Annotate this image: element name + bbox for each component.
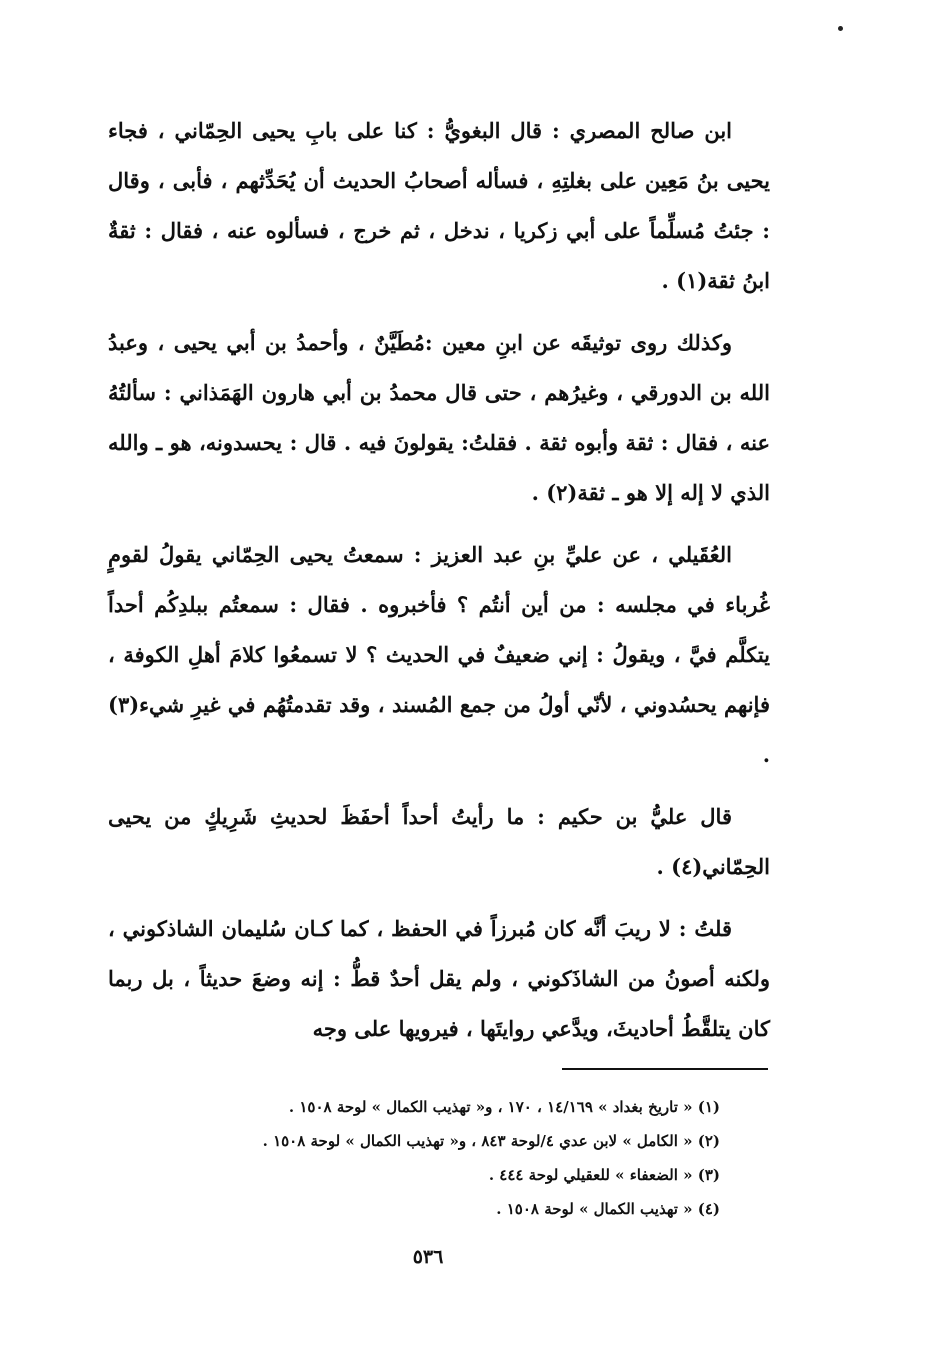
footnote-item: (٣) « الضعفاء » للعقيلي لوحة ٤٤٤ . [488, 1166, 720, 1184]
paragraph: قلتُ : لا ريبَ أنَّه كان مُبرزاً في الحفظ ، كما كـان سُليمان الشاذكوني ، ولكنه أصونُ من الشاذَكوني ، ولم يقل أحدٌ قطُّ : إنه وضعَ حديثاً ، بل ربما كان يتلقَّطُ أحاديثَ، ويدَّعي روايتَها ، فيرويها على وجه [108, 916, 770, 1041]
page-number: ٥٣٦ [412, 1246, 444, 1268]
paragraph: قال عليُّ بن حكيم : ما رأيتُ أحداً أحفَظَ لحديثِ شَرِيكٍ من يحيى الحِمّاني(٤) . [108, 804, 770, 879]
main-text [108, 106, 770, 1066]
paragraph: ابن صالح المصري : قال البغويُّ : كنا على بابِ يحيى الحِمّاني ، فجاء يحيى بنُ مَعِين على بغلتِهِ ، فسأله أصحابُ الحديث أن يُحَدِّثهم ، فأبى ، وقال : جئتُ مُسلِّماً على أبي زكريا ، ندخل ، ثم خرج ، فسألوه عنه ، فقال : ثقةٌ ابنُ ثقة(١) . [108, 118, 770, 293]
paragraph: وكذلك روى توثيقَه عن ابنِ معين :مُطَيَّنٌ ، وأحمدُ بن أبي يحيى ، وعبدُ الله بن الدورقي ، وغيرُهم ، حتى قال محمدُ بن أبي هارون الهَمَذاني : سألتُهُ عنه ، فقال : ثقة وأبوه ثقة . فقلتُ: يقولونَ فيه . قال : يحسدونه، هو ـ والله الذي لا إله إلا هو ـ ثقة(٢) . [108, 330, 770, 505]
footnote-item: (١) « تاريخ بغداد » ١٤/١٦٩ ، ١٧٠ ، و« تهذيب الكمال » لوحة ١٥٠٨ . [288, 1098, 720, 1116]
footnote-item: (٤) « تهذيب الكمال » لوحة ١٥٠٨ . [496, 1200, 720, 1218]
footnote-separator [562, 1068, 768, 1070]
footnotes [150, 1090, 720, 1226]
footnote-item: (٢) « الكامل » لابن عدي ٤/لوحة ٨٤٣ ، و« تهذيب الكمال » لوحة ١٥٠٨ . [262, 1132, 720, 1150]
paragraph: العُقَيلي ، عن عليِّ بنِ عبد العزيز : سمعتُ يحيى الحِمّاني يقولُ لقومٍ غُرباء في مجلسه : من أين أنتُم ؟ فأخبروه . فقال : سمعتُم ببلدِكُم أحداً يتكلَّم فيَّ ، ويقولُ : إني ضعيفٌ في الحديث ؟ لا تسمعُوا كلامَ أهلِ الكوفة ، فإنهم يحسُدوني ، لأنّي أولُ من جمع المُسند ، وقد تقدمتُهُم في غيرِ شيء(٣) . [108, 542, 770, 767]
ink-speck [838, 26, 843, 31]
